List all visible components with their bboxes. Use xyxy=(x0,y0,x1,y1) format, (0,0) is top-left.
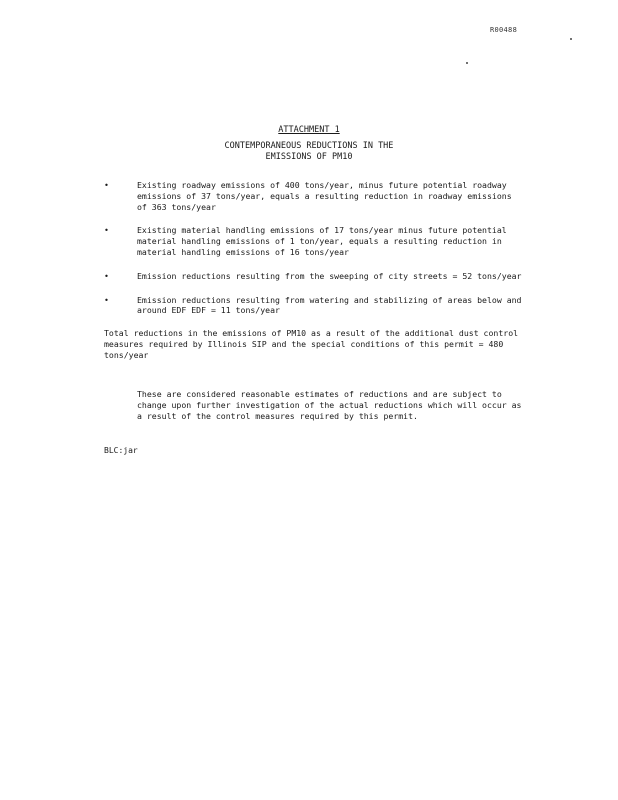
bullet-marker: • xyxy=(104,180,109,190)
attachment-title: ATTACHMENT 1 xyxy=(278,125,340,135)
scan-speck xyxy=(570,38,572,40)
scan-speck xyxy=(466,62,468,64)
list-item-text: Emission reductions resulting from watering and stabilizing of areas below and around EDF EDF = 11 tons/year xyxy=(137,294,522,316)
bullet-marker: • xyxy=(104,294,109,305)
list-item xyxy=(104,295,524,317)
footer-code: BLC:jar xyxy=(104,446,138,455)
list-item xyxy=(104,225,524,257)
reductions-list xyxy=(104,180,524,329)
disclaimer-paragraph: These are considered reasonable estimates of reductions and are subject to change upon further investigation of the actual reductions which will occur as a result of the control measures required by this permit. xyxy=(137,389,522,421)
list-item-text: Existing roadway emissions of 400 tons/year, minus future potential roadway emissions of 37 tons/year, equals a resulting reduction in roadway emissions of 363 tons/year xyxy=(137,180,512,212)
list-item xyxy=(104,271,524,282)
list-item-text: Emission reductions resulting from the sweeping of city streets = 52 tons/year xyxy=(137,270,522,281)
bullet-marker: • xyxy=(104,225,109,236)
list-item-text: Existing material handling emissions of 17 tons/year minus future potential material handling emissions of 1 ton/year, equals a resulting reduction in material handling emissions of 16 tons/year xyxy=(137,225,507,257)
document-id: R00488 xyxy=(490,26,518,34)
heading-line-2: EMISSIONS OF PM10 xyxy=(265,152,353,162)
total-reductions-paragraph: Total reductions in the emissions of PM10 as a result of the additional dust control measures required by Illinois SIP and the special conditions of this permit = 480 tons/year xyxy=(104,328,519,360)
bullet-marker: • xyxy=(104,270,109,281)
heading-line-1: CONTEMPORANEOUS REDUCTIONS IN THE xyxy=(224,141,394,151)
list-item xyxy=(104,180,524,212)
